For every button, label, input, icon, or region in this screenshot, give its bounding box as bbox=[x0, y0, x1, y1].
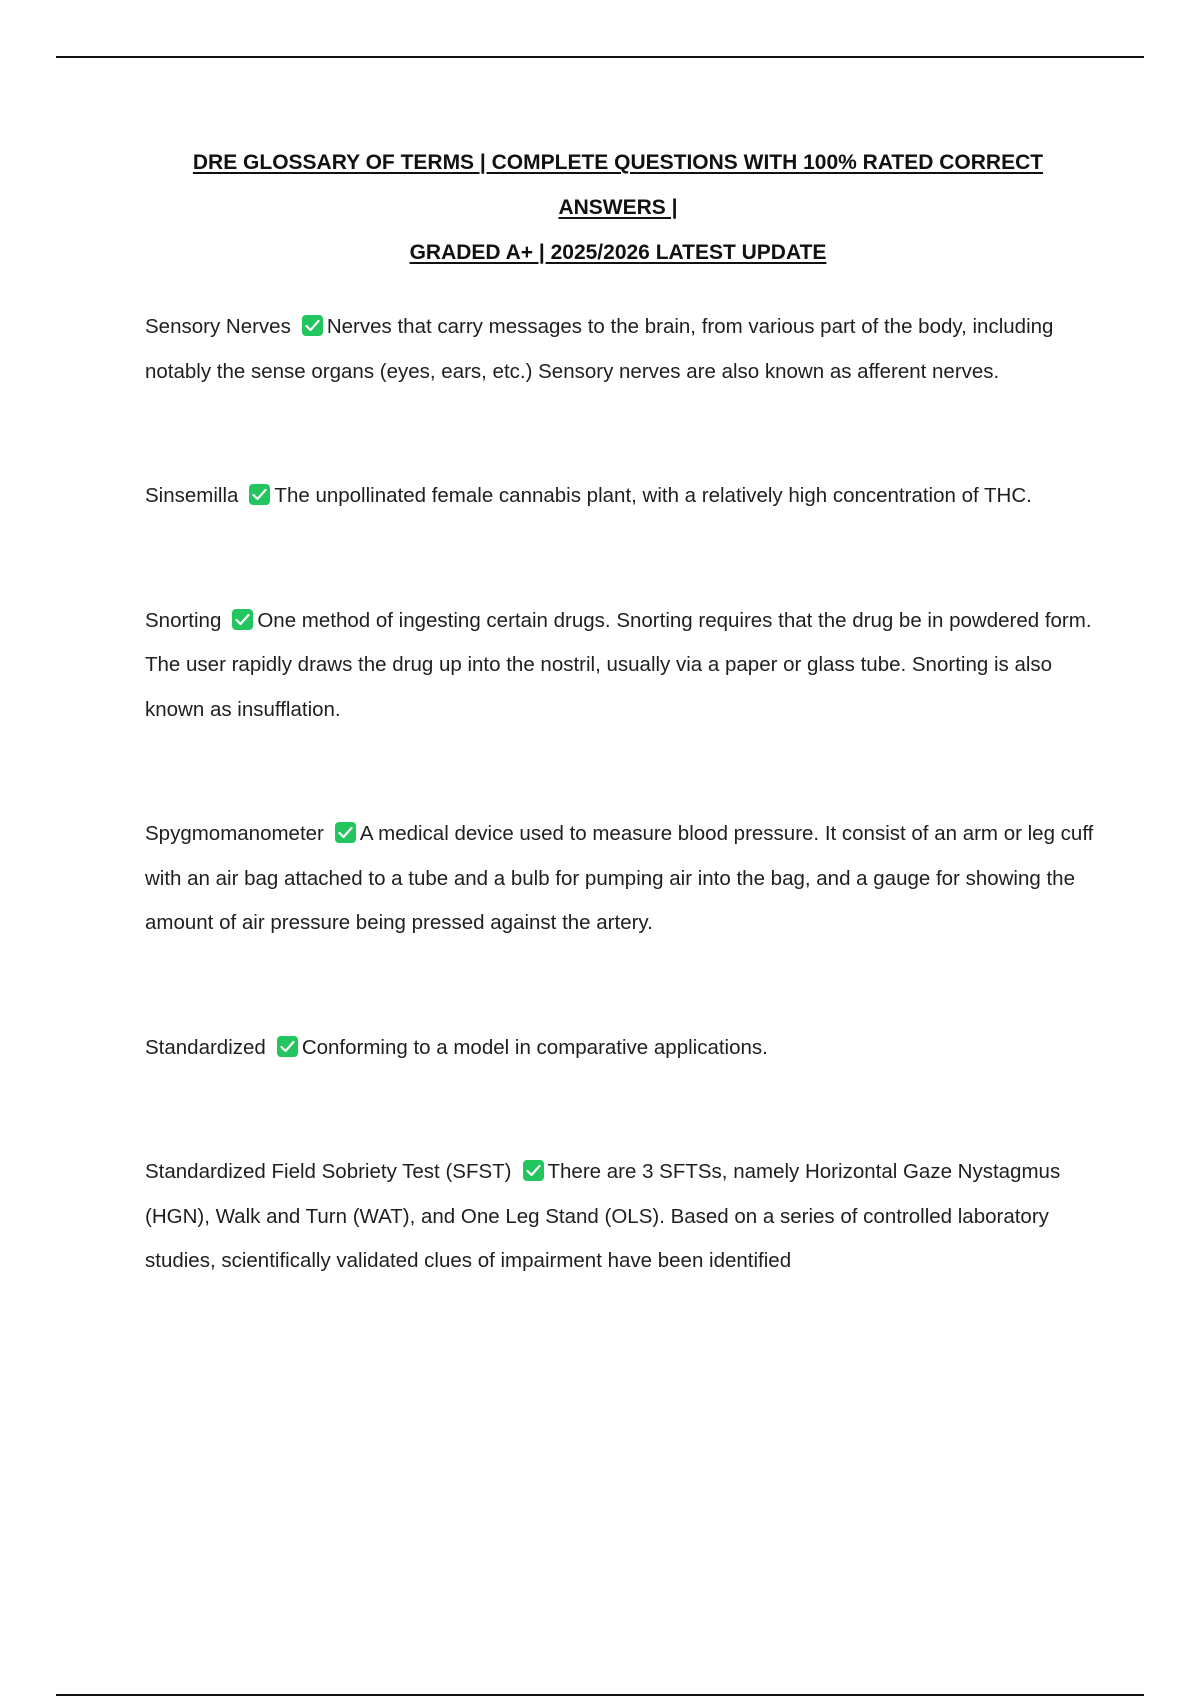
check-mark-icon bbox=[302, 315, 323, 336]
title-line-2: GRADED A+ | 2025/2026 LATEST UPDATE bbox=[409, 241, 827, 264]
term: Snorting bbox=[145, 608, 222, 632]
definition: Conforming to a model in comparative applications. bbox=[301, 1035, 768, 1059]
check-mark-icon bbox=[249, 484, 270, 505]
check-mark-icon bbox=[335, 822, 356, 843]
definition: The unpollinated female cannabis plant, with a relatively high concentration of THC. bbox=[274, 484, 1032, 507]
term: Standardized bbox=[145, 1035, 266, 1059]
term: Spygmomanometer bbox=[145, 822, 324, 845]
bottom-divider bbox=[56, 1694, 1144, 1696]
check-mark-icon bbox=[523, 1160, 544, 1181]
check-mark-icon bbox=[277, 1036, 298, 1057]
glossary-entry bbox=[145, 1026, 1095, 1071]
glossary-entry bbox=[145, 599, 1095, 733]
check-mark-icon bbox=[232, 609, 253, 630]
term: Sinsemilla bbox=[145, 484, 239, 507]
glossary-entry bbox=[145, 812, 1095, 946]
definition: There are 3 SFTSs, namely Horizontal Gaze Nystagmus (HGN), Walk and Turn (WAT), and One Leg Stand (OLS). Based on a series of controlled laboratory studies, scientifically validated clues of impairment have been identified bbox=[145, 1160, 1061, 1272]
glossary-entry bbox=[145, 1150, 1095, 1284]
title-line-1: DRE GLOSSARY OF TERMS | COMPLETE QUESTIONS WITH 100% RATED CORRECT ANSWERS | bbox=[192, 151, 1044, 219]
term: Standardized Field Sobriety Test (SFST) bbox=[145, 1160, 512, 1183]
top-divider bbox=[56, 56, 1144, 58]
document-title bbox=[140, 140, 1096, 275]
definition: One method of ingesting certain drugs. Snorting requires that the drug be in powdered form. The user rapidly draws the drug up into the nostril, usually via a paper or glass tube. Snorting is also known as insufflation. bbox=[145, 608, 1092, 721]
definition: A medical device used to measure blood pressure. It consist of an arm or leg cuff with an air bag attached to a tube and a bulb for pumping air into the bag, and a gauge for showing the amount of air pressure being pressed against the artery. bbox=[145, 822, 1094, 934]
glossary-list bbox=[145, 305, 1095, 1284]
glossary-entry bbox=[145, 305, 1095, 394]
definition: Nerves that carry messages to the brain, from various part of the body, including notably the sense organs (eyes, ears, etc.) Sensory nerves are also known as afferent nerves. bbox=[145, 315, 1054, 383]
glossary-entry bbox=[145, 474, 1095, 519]
term: Sensory Nerves bbox=[145, 315, 291, 338]
